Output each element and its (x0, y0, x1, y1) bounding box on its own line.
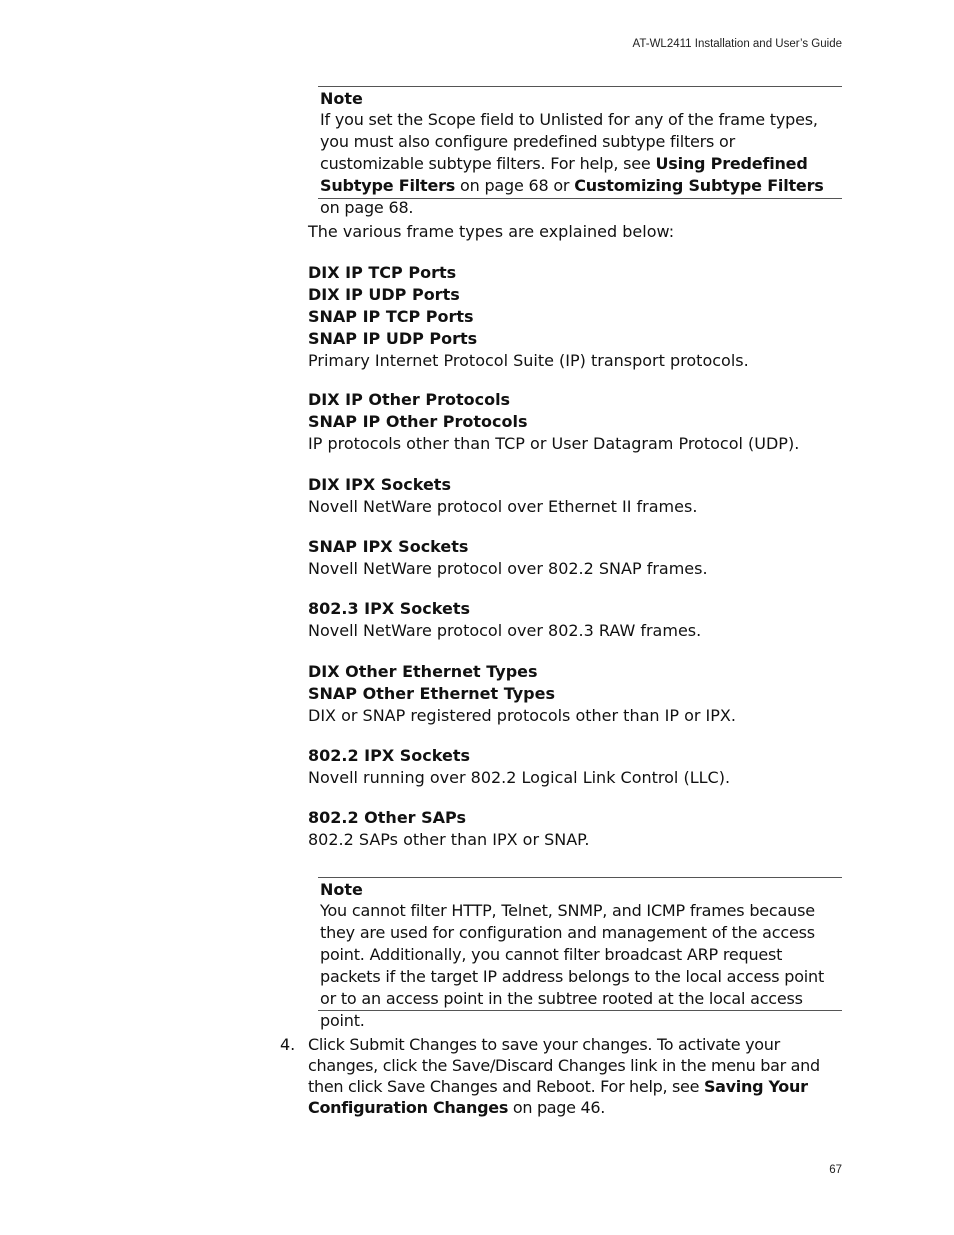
section-description: Primary Internet Protocol Suite (IP) transport protocols. (308, 351, 749, 370)
section-description: DIX or SNAP registered protocols other than IP or IPX. (308, 706, 736, 725)
section-heading: SNAP Other Ethernet Types (308, 684, 555, 703)
link-predefined-subtype-filters[interactable]: Using Predefined Subtype Filters (320, 154, 808, 195)
section-8022-ipx (308, 745, 842, 789)
note-body: If you set the Scope field to Unlisted for any of the frame types, you must also configure predefined subtype filters or customizable subtype filters. For help, see Using Predefined Subtype Filters on page 68 or Customizing Subtype Filters on page 68. (320, 110, 824, 217)
note-box-filtering (318, 877, 842, 1030)
section-heading: DIX Other Ethernet Types (308, 662, 538, 681)
running-header: AT-WL2411 Installation and User’s Guide (632, 38, 842, 50)
section-snap-ipx (308, 536, 842, 580)
section-dix-ipx (308, 474, 842, 518)
note-title: Note (320, 880, 363, 899)
section-heading: 802.2 IPX Sockets (308, 746, 470, 765)
section-heading: 802.2 Other SAPs (308, 808, 467, 827)
section-heading: DIX IP Other Protocols (308, 390, 511, 409)
section-heading: DIX IP UDP Ports (308, 285, 460, 304)
section-heading: DIX IP TCP Ports (308, 263, 457, 282)
section-ip-ports (308, 262, 842, 372)
section-heading: DIX IPX Sockets (308, 475, 451, 494)
section-description: 802.2 SAPs other than IPX or SNAP. (308, 830, 590, 849)
section-description: Novell NetWare protocol over 802.3 RAW frames. (308, 621, 702, 640)
section-description: Novell NetWare protocol over 802.2 SNAP frames. (308, 559, 708, 578)
section-other-ethernet (308, 661, 842, 727)
intro-paragraph: The various frame types are explained below: (308, 222, 675, 241)
section-heading: 802.3 IPX Sockets (308, 599, 470, 618)
note-body: You cannot filter HTTP, Telnet, SNMP, and ICMP frames because they are used for configuration and management of the access point. Additionally, you cannot filter broadcast ARP request packets if the target IP address belongs to the local access point or to an access point in the subtree rooted at the local access point. (320, 901, 825, 1030)
section-8022-saps (308, 807, 842, 851)
section-8023-ipx (308, 598, 842, 642)
page-number: 67 (829, 1164, 842, 1176)
note-box-scope (318, 86, 842, 217)
step-number: 4. (280, 1035, 296, 1054)
section-heading: SNAP IP UDP Ports (308, 329, 478, 348)
section-heading: SNAP IP TCP Ports (308, 307, 474, 326)
section-heading: SNAP IPX Sockets (308, 537, 469, 556)
section-description: Novell running over 802.2 Logical Link Control (LLC). (308, 768, 731, 787)
section-heading: SNAP IP Other Protocols (308, 412, 528, 431)
link-saving-configuration-changes[interactable]: Saving Your Configuration Changes (308, 1077, 808, 1117)
step-4 (280, 1034, 842, 1118)
section-description: IP protocols other than TCP or User Datagram Protocol (UDP). (308, 434, 800, 453)
step-text: Click Submit Changes to save your changes. To activate your changes, click the Save/Discard Changes link in the menu bar and then click Save Changes and Reboot. For help, see Saving Your Configuration Changes on page 46. (308, 1035, 820, 1117)
note-title: Note (320, 89, 363, 108)
section-description: Novell NetWare protocol over Ethernet II frames. (308, 497, 698, 516)
section-ip-other (308, 389, 842, 455)
link-customizing-subtype-filters[interactable]: Customizing Subtype Filters (574, 176, 824, 195)
